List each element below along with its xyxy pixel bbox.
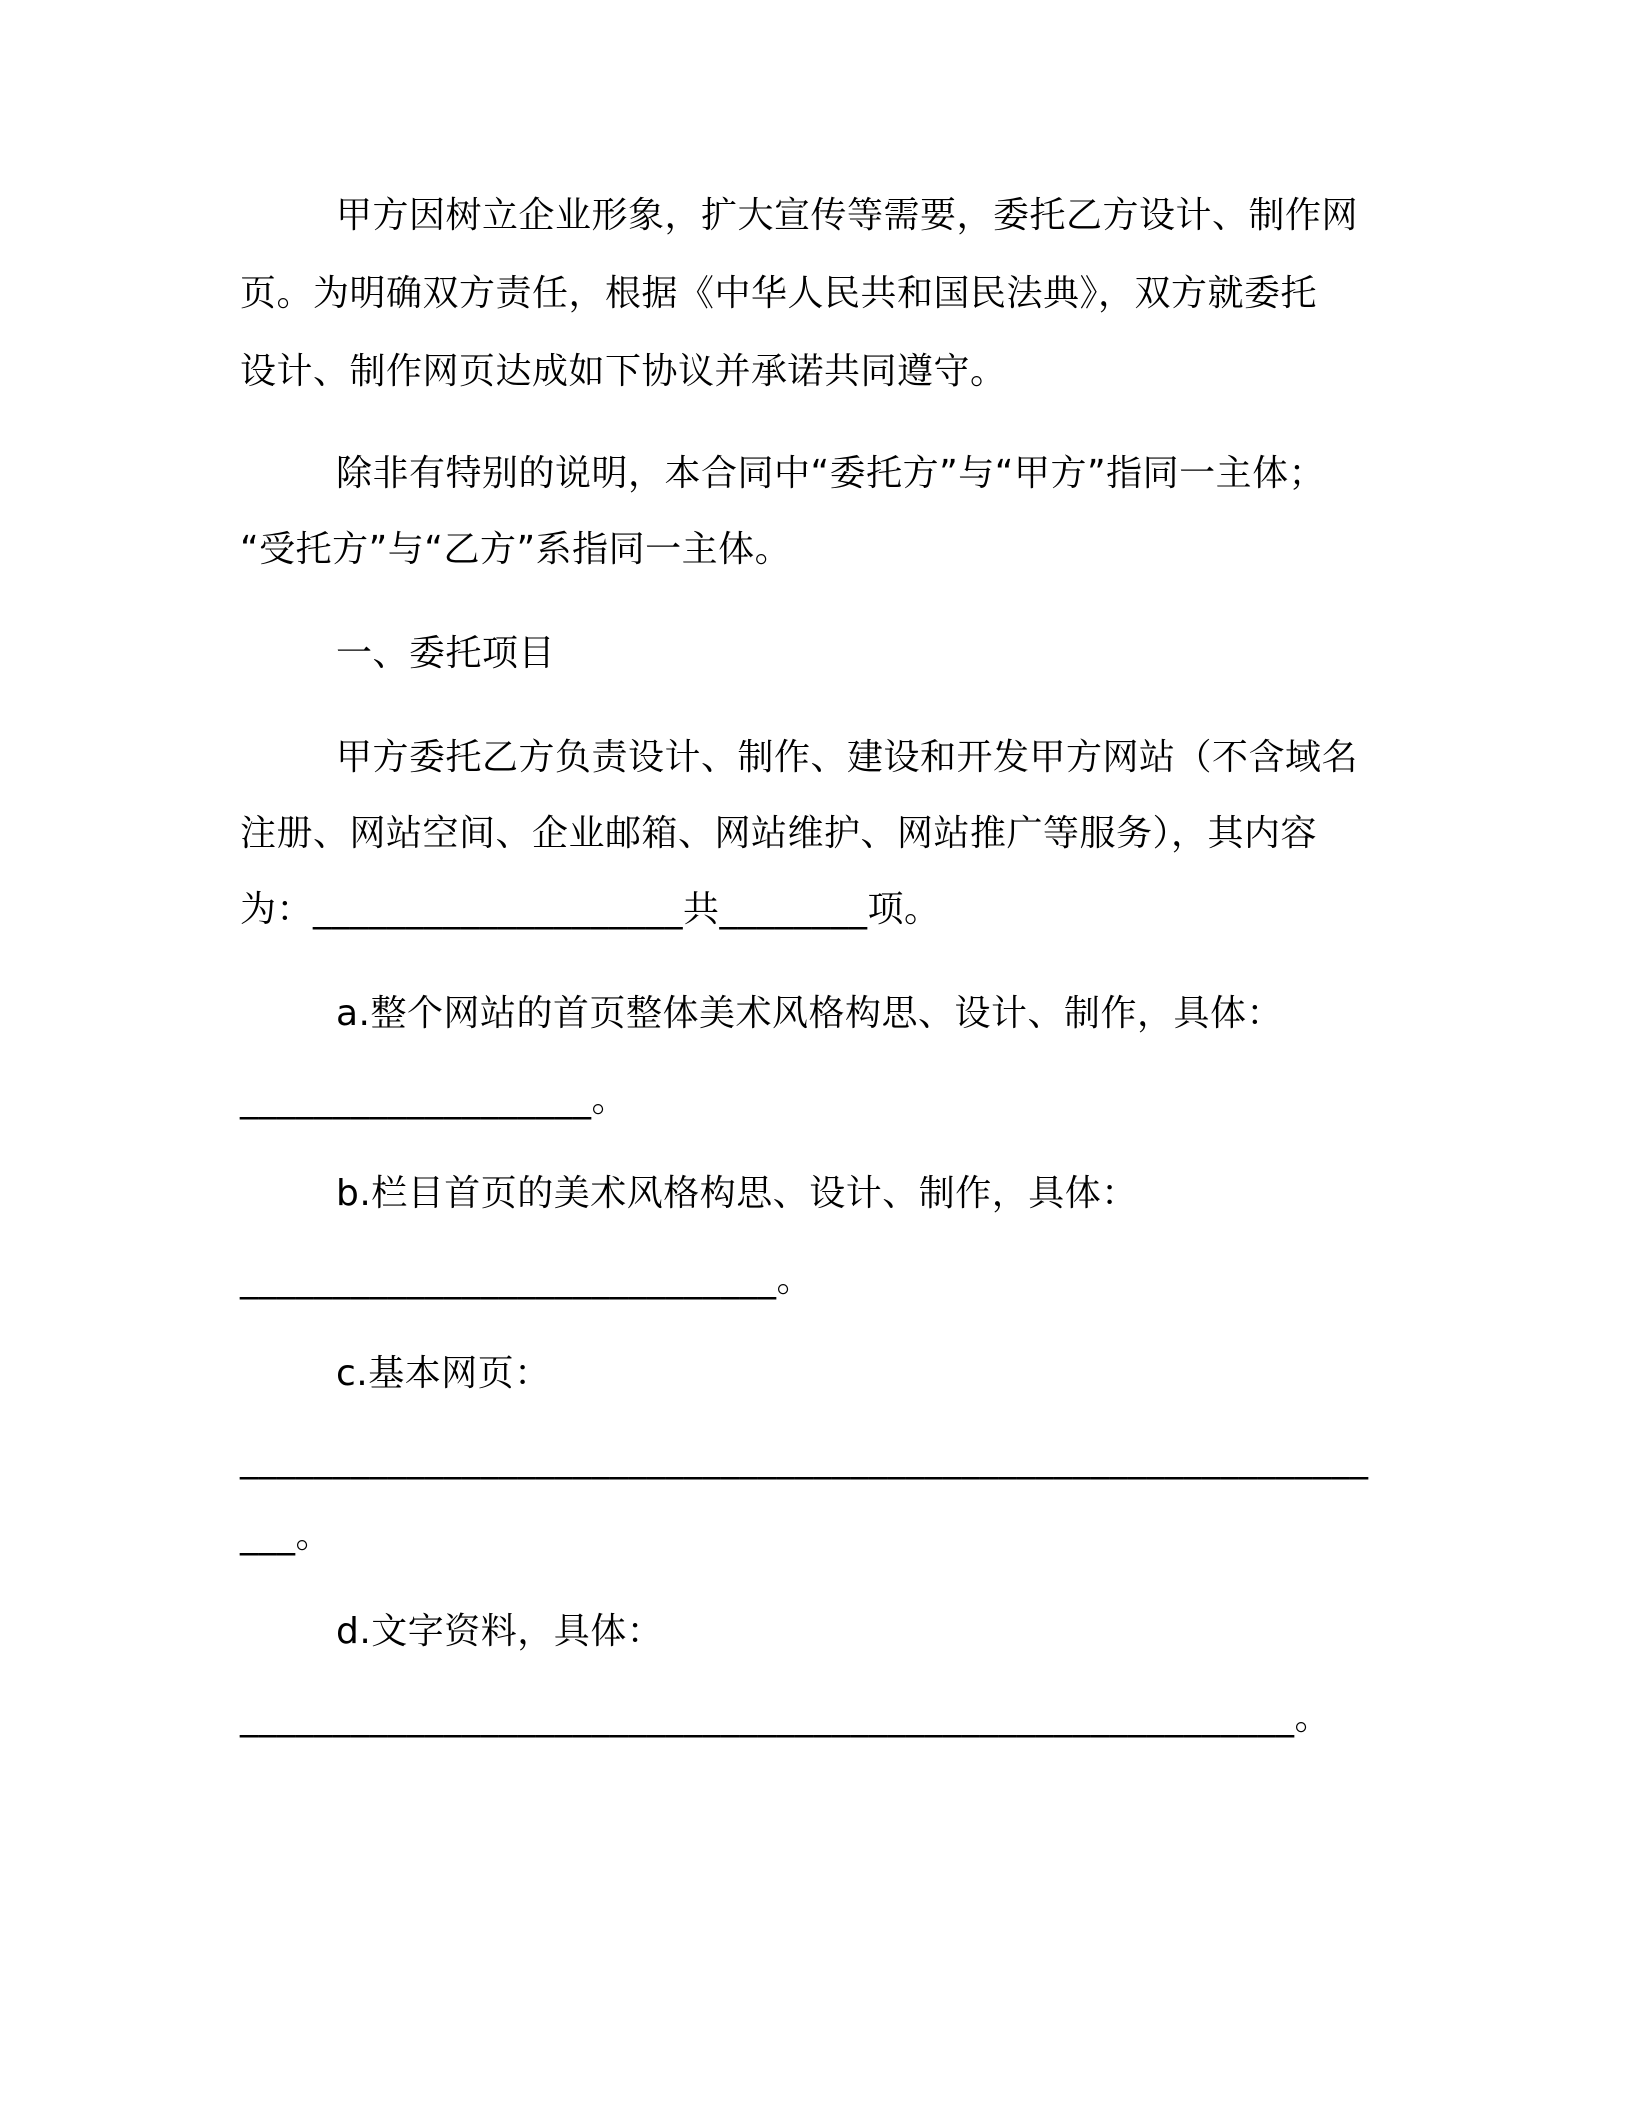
section-heading: 一、委托项目 [336,633,556,674]
item-c-blank1: _____________________________________________________________ [240,1439,1369,1480]
item-a-label: a.整个网站的首页整体美术风格构思、设计、制作，具体： [336,993,1284,1034]
item-b-blank: _____________________________。 [240,1259,813,1300]
item-b-label: b.栏目首页的美术风格构思、设计、制作，具体： [336,1173,1138,1214]
item-a-blank: ___________________。 [240,1079,628,1120]
para3-line1: 甲方委托乙方负责设计、制作、建设和开发甲方网站（不含域名 [336,737,1359,778]
para3-line2: 注册、网站空间、企业邮箱、网站维护、网站推广等服务），其内容 [240,813,1318,854]
para2-line2: “受托方”与“乙方”系指同一主体。 [240,529,792,570]
para1-line1: 甲方因树立企业形象，扩大宣传等需要，委托乙方设计、制作网 [336,195,1359,236]
para3-line3: 为：____________________共________项。 [240,889,941,930]
item-c-blank2: ___。 [240,1515,333,1556]
item-d-label: d.文字资料，具体： [336,1611,664,1652]
item-c-label: c.基本网页： [336,1353,551,1394]
item-d-blank: _________________________________________________________。 [240,1697,1331,1738]
para1-line3: 设计、制作网页达成如下协议并承诺共同遵守。 [240,351,1007,392]
para2-line1: 除非有特别的说明，本合同中“委托方”与“甲方”指同一主体； [336,453,1326,494]
para1-line2: 页。为明确双方责任，根据《中华人民共和国民法典》，双方就委托 [240,273,1318,314]
